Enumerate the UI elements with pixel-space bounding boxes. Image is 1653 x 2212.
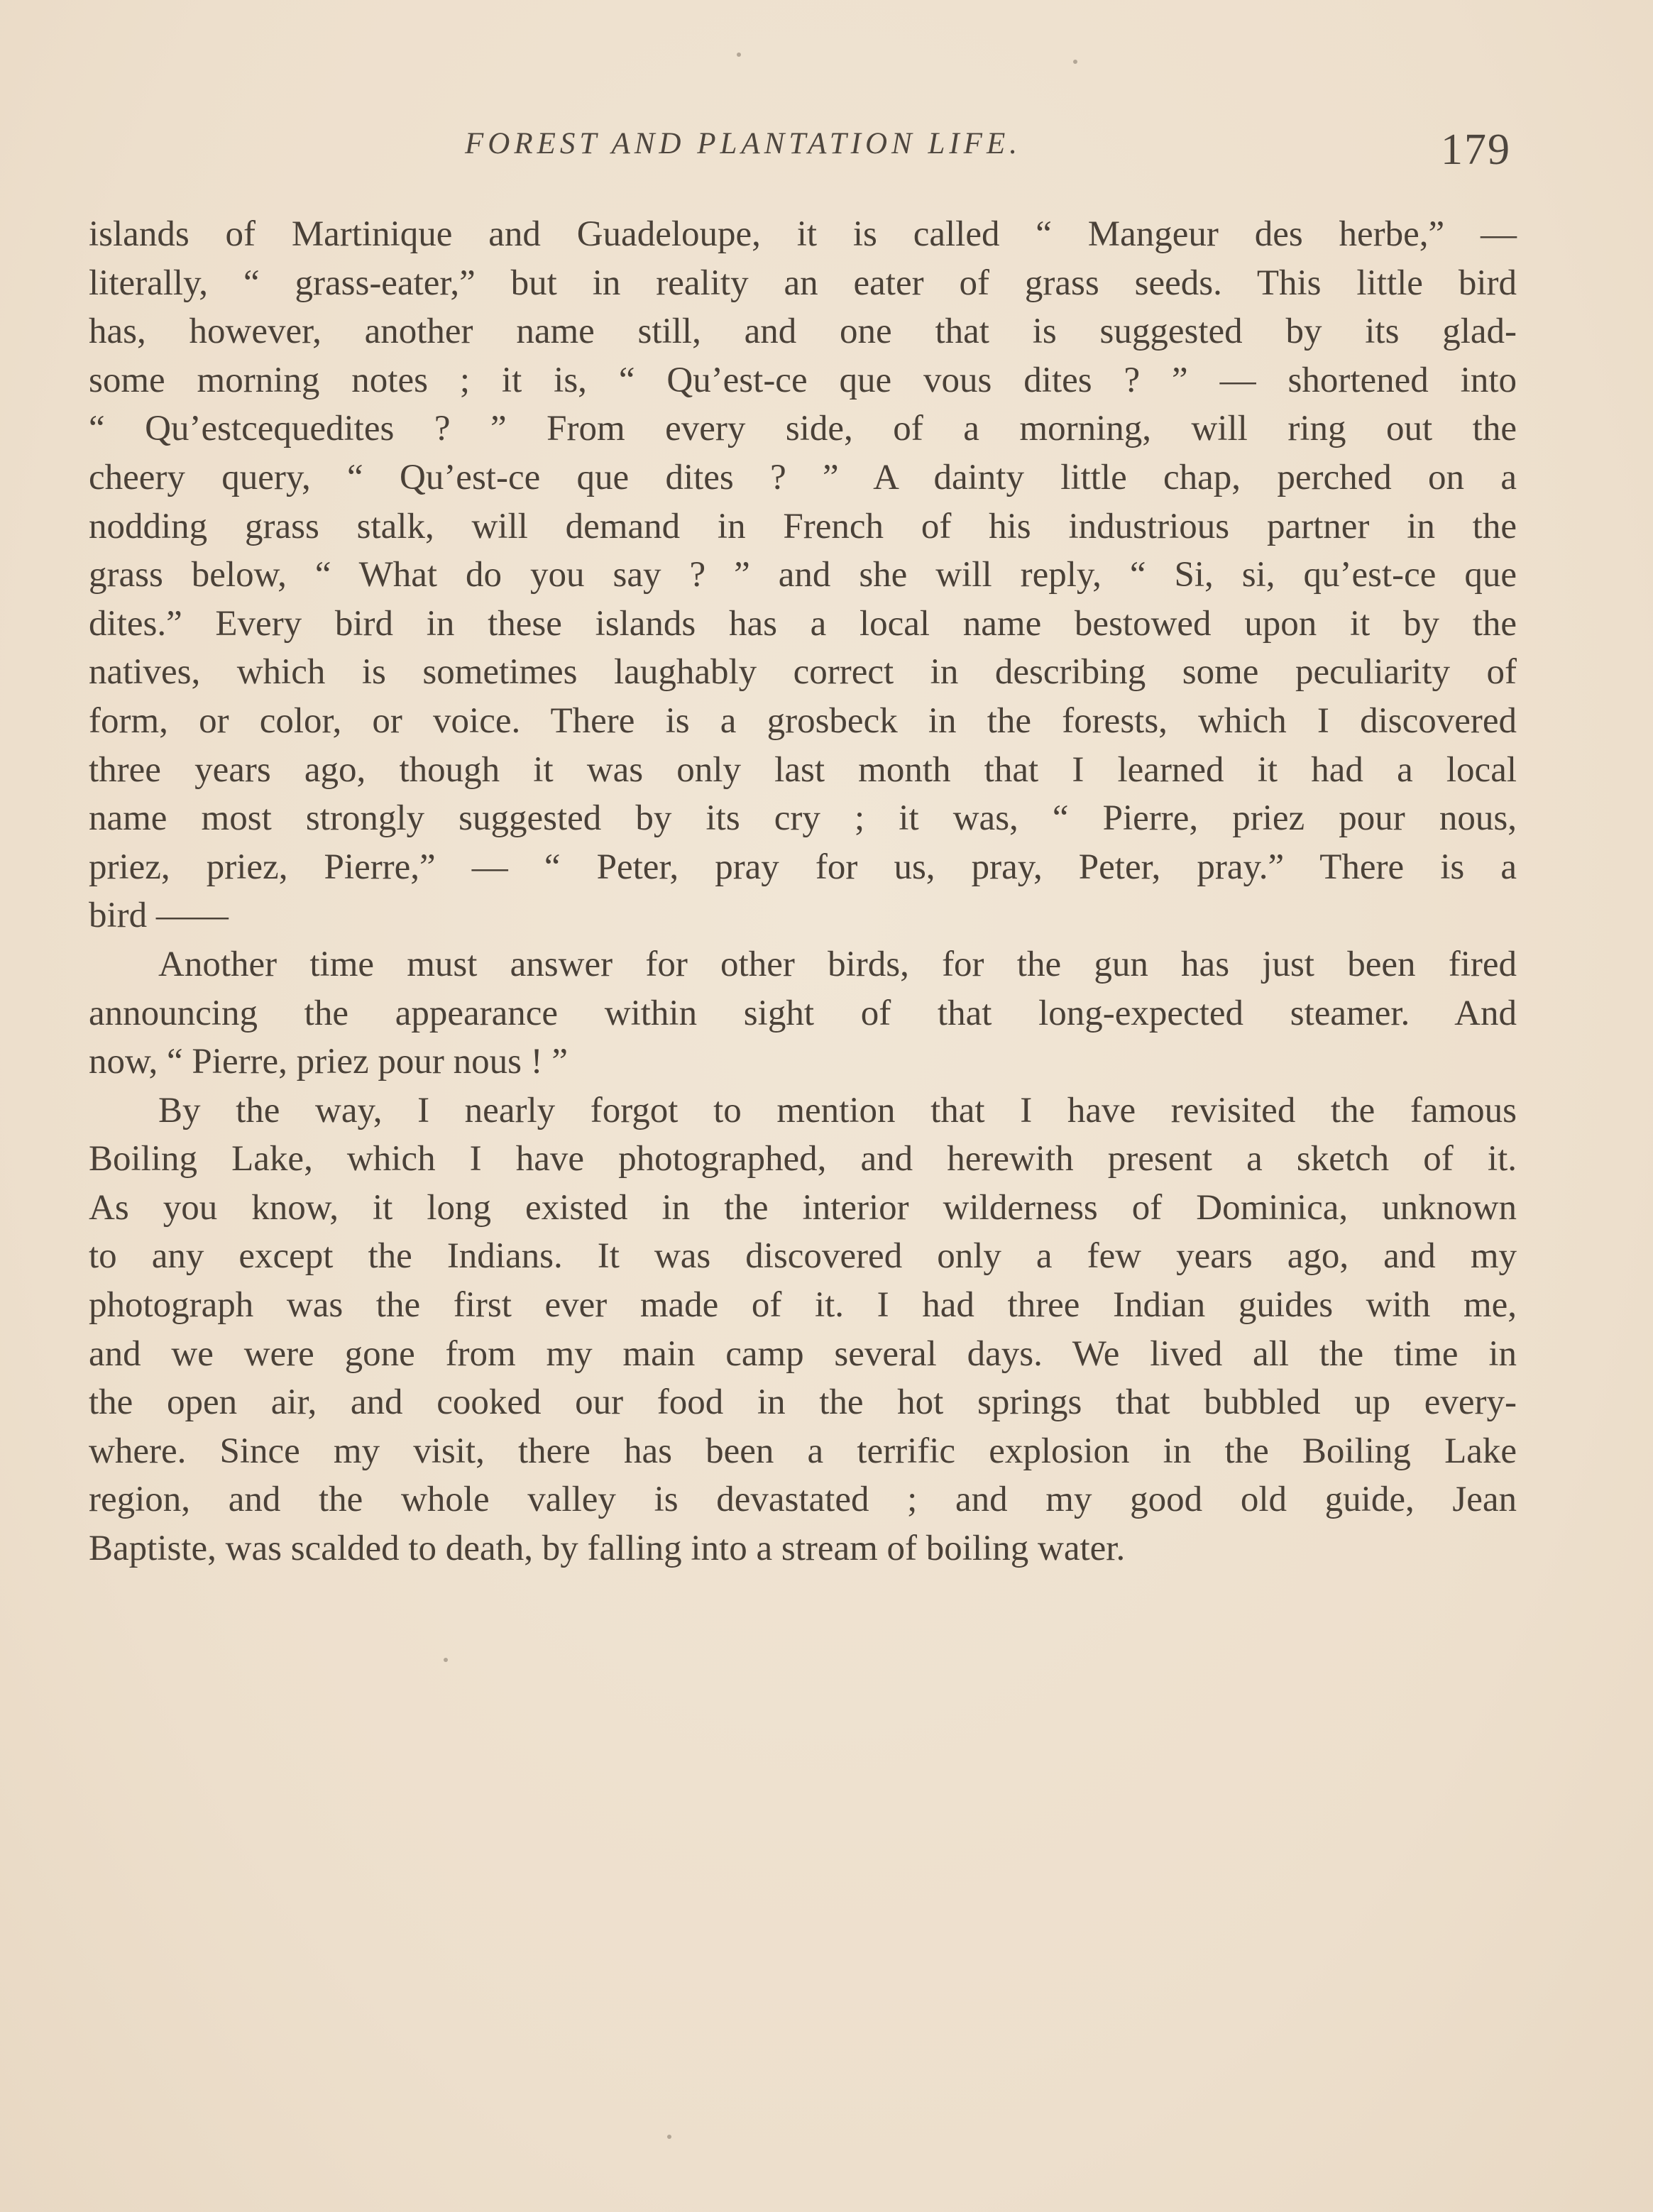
text-line: region, and the whole valley is devastated ; and my good old guide, Jean bbox=[89, 1480, 1517, 1520]
paragraph-2 bbox=[89, 940, 1517, 1086]
text-line: name most strongly suggested by its cry ; it was, “ Pierre, priez pour nous, bbox=[89, 798, 1517, 839]
text-line: announcing the appearance within sight of that long-expected steamer. And bbox=[89, 993, 1517, 1033]
text-line: As you know, it long existed in the interior wilderness of Dominica, unknown bbox=[89, 1187, 1517, 1228]
page-number: 179 bbox=[1441, 126, 1511, 174]
text-line: to any except the Indians. It was discovered only a few years ago, and my bbox=[89, 1236, 1517, 1277]
text-line: where. Since my visit, there has been a terrific explosion in the Boiling Lake bbox=[89, 1431, 1517, 1471]
text-line: the open air, and cooked our food in the hot springs that bubbled up every- bbox=[89, 1382, 1517, 1423]
paper-speck bbox=[444, 1658, 448, 1662]
text-line: and we were gone from my main camp several days. We lived all the time in bbox=[89, 1333, 1517, 1374]
text-line: “ Qu’estcequedites ? ” From every side, of a morning, will ring out the bbox=[89, 409, 1517, 449]
text-line: grass below, “ What do you say ? ” and she will reply, “ Si, si, qu’est-ce que bbox=[89, 555, 1517, 595]
paragraph-3 bbox=[89, 1086, 1517, 1573]
text-line: three years ago, though it was only last month that I learned it had a local bbox=[89, 749, 1517, 790]
text-line: photograph was the first ever made of it. I had three Indian guides with me, bbox=[89, 1285, 1517, 1326]
text-line: natives, which is sometimes laughably correct in describing some peculiarity of bbox=[89, 652, 1517, 693]
text-line: some morning notes ; it is, “ Qu’est-ce que vous dites ? ” — shortened into bbox=[89, 360, 1517, 400]
text-line: cheery query, “ Qu’est-ce que dites ? ” A dainty little chap, perched on a bbox=[89, 457, 1517, 497]
running-title: FOREST AND PLANTATION LIFE. bbox=[465, 127, 1021, 160]
body-text bbox=[89, 210, 1517, 1573]
text-line: islands of Martinique and Guadeloupe, it is called “ Mangeur des herbe,” — bbox=[89, 214, 1517, 254]
text-line: Another time must answer for other birds, for the gun has just been fired bbox=[158, 944, 1517, 984]
paper-speck bbox=[1073, 60, 1077, 64]
text-line: literally, “ grass-eater,” but in reality an eater of grass seeds. This little bird bbox=[89, 263, 1517, 303]
text-line: bird —— bbox=[89, 896, 229, 936]
paragraph-1 bbox=[89, 210, 1517, 940]
text-line: now, “ Pierre, priez pour nous ! ” bbox=[89, 1042, 569, 1082]
text-line: has, however, another name still, and one that is suggested by its glad- bbox=[89, 312, 1517, 352]
paper-speck bbox=[667, 2135, 671, 2139]
text-line: dites.” Every bird in these islands has a local name bestowed upon it by the bbox=[89, 603, 1517, 644]
text-line: Boiling Lake, which I have photographed, and herewith present a sketch of it. bbox=[89, 1139, 1517, 1179]
text-line: nodding grass stalk, will demand in French of his industrious partner in the bbox=[89, 506, 1517, 546]
paper-speck bbox=[737, 53, 741, 57]
text-line: priez, priez, Pierre,” — “ Peter, pray for us, pray, Peter, pray.” There is a bbox=[89, 847, 1517, 887]
text-line: By the way, I nearly forgot to mention that I have revisited the famous bbox=[158, 1090, 1517, 1130]
text-line: Baptiste, was scalded to death, by falling into a stream of boiling water. bbox=[89, 1529, 1126, 1569]
text-line: form, or color, or voice. There is a grosbeck in the forests, which I discovered bbox=[89, 700, 1517, 741]
